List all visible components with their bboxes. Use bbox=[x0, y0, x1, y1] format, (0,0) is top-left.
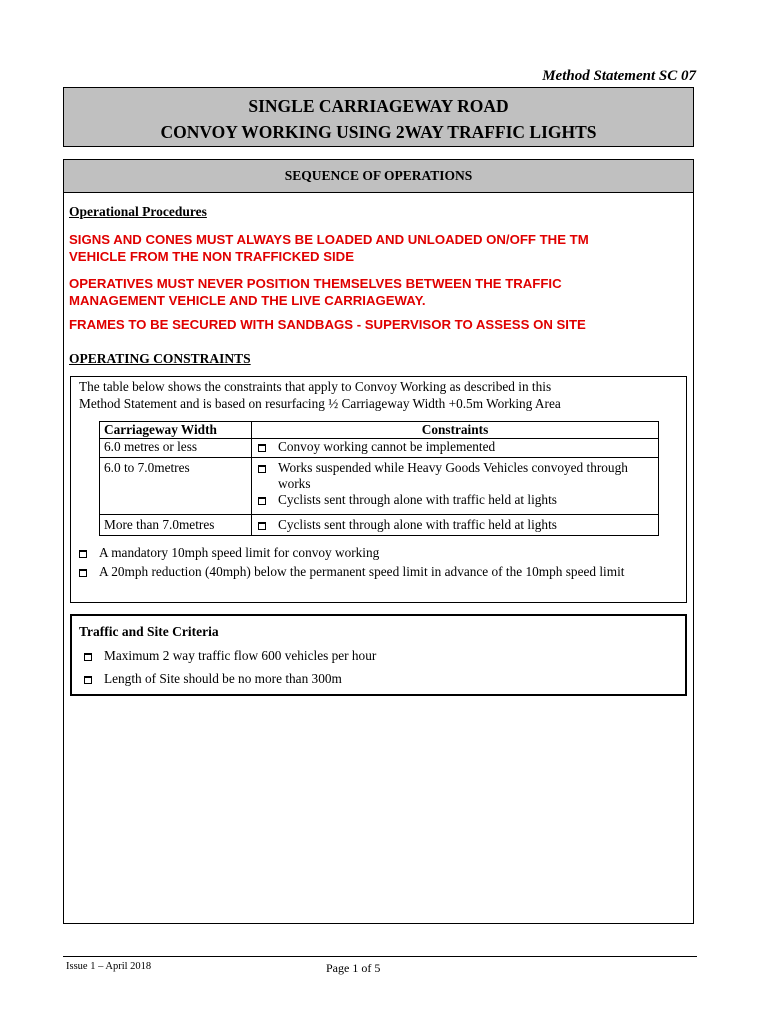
table-row bbox=[100, 439, 659, 458]
width-cell: 6.0 to 7.0metres bbox=[100, 458, 252, 515]
document-title-line1: SINGLE CARRIAGEWAY ROAD bbox=[248, 96, 509, 116]
constraint-text: Convoy working cannot be implemented bbox=[278, 439, 496, 454]
constraints-intro bbox=[79, 379, 679, 412]
warning-line: MANAGEMENT VEHICLE AND THE LIVE CARRIAGEWAY. bbox=[69, 293, 426, 308]
square-bullet-icon bbox=[258, 497, 266, 505]
note-text: A 20mph reduction (40mph) below the permanent speed limit in advance of the 10mph speed limit bbox=[99, 564, 625, 579]
warning-frames-sandbags: FRAMES TO BE SECURED WITH SANDBAGS - SUPERVISOR TO ASSESS ON SITE bbox=[69, 317, 586, 332]
square-bullet-icon bbox=[84, 676, 92, 684]
constraint-text: Cyclists sent through alone with traffic held at lights bbox=[278, 517, 557, 532]
square-bullet-icon bbox=[79, 550, 87, 558]
table-row bbox=[100, 515, 659, 536]
square-bullet-icon bbox=[258, 444, 266, 452]
width-cell: 6.0 metres or less bbox=[100, 439, 252, 458]
criteria-text: Maximum 2 way traffic flow 600 vehicles per hour bbox=[104, 648, 377, 663]
speed-limit-notes bbox=[77, 545, 654, 583]
list-item bbox=[256, 492, 654, 508]
warning-line: OPERATIVES MUST NEVER POSITION THEMSELVES BETWEEN THE TRAFFIC bbox=[69, 276, 562, 291]
list-item bbox=[82, 648, 376, 664]
note-text: A mandatory 10mph speed limit for convoy working bbox=[99, 545, 380, 560]
width-cell: More than 7.0metres bbox=[100, 515, 252, 536]
square-bullet-icon bbox=[84, 653, 92, 661]
column-header-constraints: Constraints bbox=[252, 422, 659, 439]
square-bullet-icon bbox=[258, 522, 266, 530]
table-header-row bbox=[100, 422, 659, 439]
warning-signs-cones bbox=[69, 231, 589, 265]
footer-divider bbox=[63, 956, 697, 957]
warning-operatives bbox=[69, 275, 562, 309]
traffic-criteria-heading: Traffic and Site Criteria bbox=[79, 624, 219, 639]
list-item bbox=[256, 517, 654, 533]
square-bullet-icon bbox=[79, 569, 87, 577]
intro-line: The table below shows the constraints that apply to Convoy Working as described in this bbox=[79, 379, 552, 394]
list-item bbox=[82, 671, 376, 687]
constraint-text: Cyclists sent through alone with traffic held at lights bbox=[278, 492, 557, 507]
constraints-cell bbox=[252, 439, 659, 458]
warning-line: SIGNS AND CONES MUST ALWAYS BE LOADED AND UNLOADED ON/OFF THE TM bbox=[69, 232, 589, 247]
list-item bbox=[256, 460, 654, 492]
constraints-cell bbox=[252, 515, 659, 536]
sequence-heading: SEQUENCE OF OPERATIONS bbox=[64, 160, 693, 193]
operating-constraints-box bbox=[70, 376, 687, 603]
operational-procedures-heading: Operational Procedures bbox=[69, 204, 207, 219]
list-item bbox=[256, 439, 654, 455]
title-box bbox=[63, 87, 694, 147]
constraints-table bbox=[99, 421, 659, 536]
warning-line: VEHICLE FROM THE NON TRAFFICKED SIDE bbox=[69, 249, 354, 264]
intro-line: Method Statement and is based on resurfacing ½ Carriageway Width +0.5m Working Area bbox=[79, 395, 561, 411]
constraint-text: Works suspended while Heavy Goods Vehicles convoyed through works bbox=[278, 460, 628, 491]
traffic-criteria-list bbox=[82, 648, 376, 694]
table-row bbox=[100, 458, 659, 515]
method-statement-reference: Method Statement SC 07 bbox=[542, 68, 696, 84]
constraints-cell bbox=[252, 458, 659, 515]
operating-constraints-heading: OPERATING CONSTRAINTS bbox=[69, 351, 251, 366]
document-title-line2: CONVOY WORKING USING 2WAY TRAFFIC LIGHTS bbox=[160, 122, 597, 142]
criteria-text: Length of Site should be no more than 300m bbox=[104, 671, 342, 686]
traffic-site-criteria-box bbox=[70, 614, 687, 696]
footer-page-number: Page 1 of 5 bbox=[326, 961, 381, 975]
list-item bbox=[77, 545, 654, 561]
list-item bbox=[77, 564, 654, 580]
footer-issue: Issue 1 – April 2018 bbox=[66, 961, 152, 972]
column-header-carriageway-width: Carriageway Width bbox=[100, 422, 252, 439]
square-bullet-icon bbox=[258, 465, 266, 473]
